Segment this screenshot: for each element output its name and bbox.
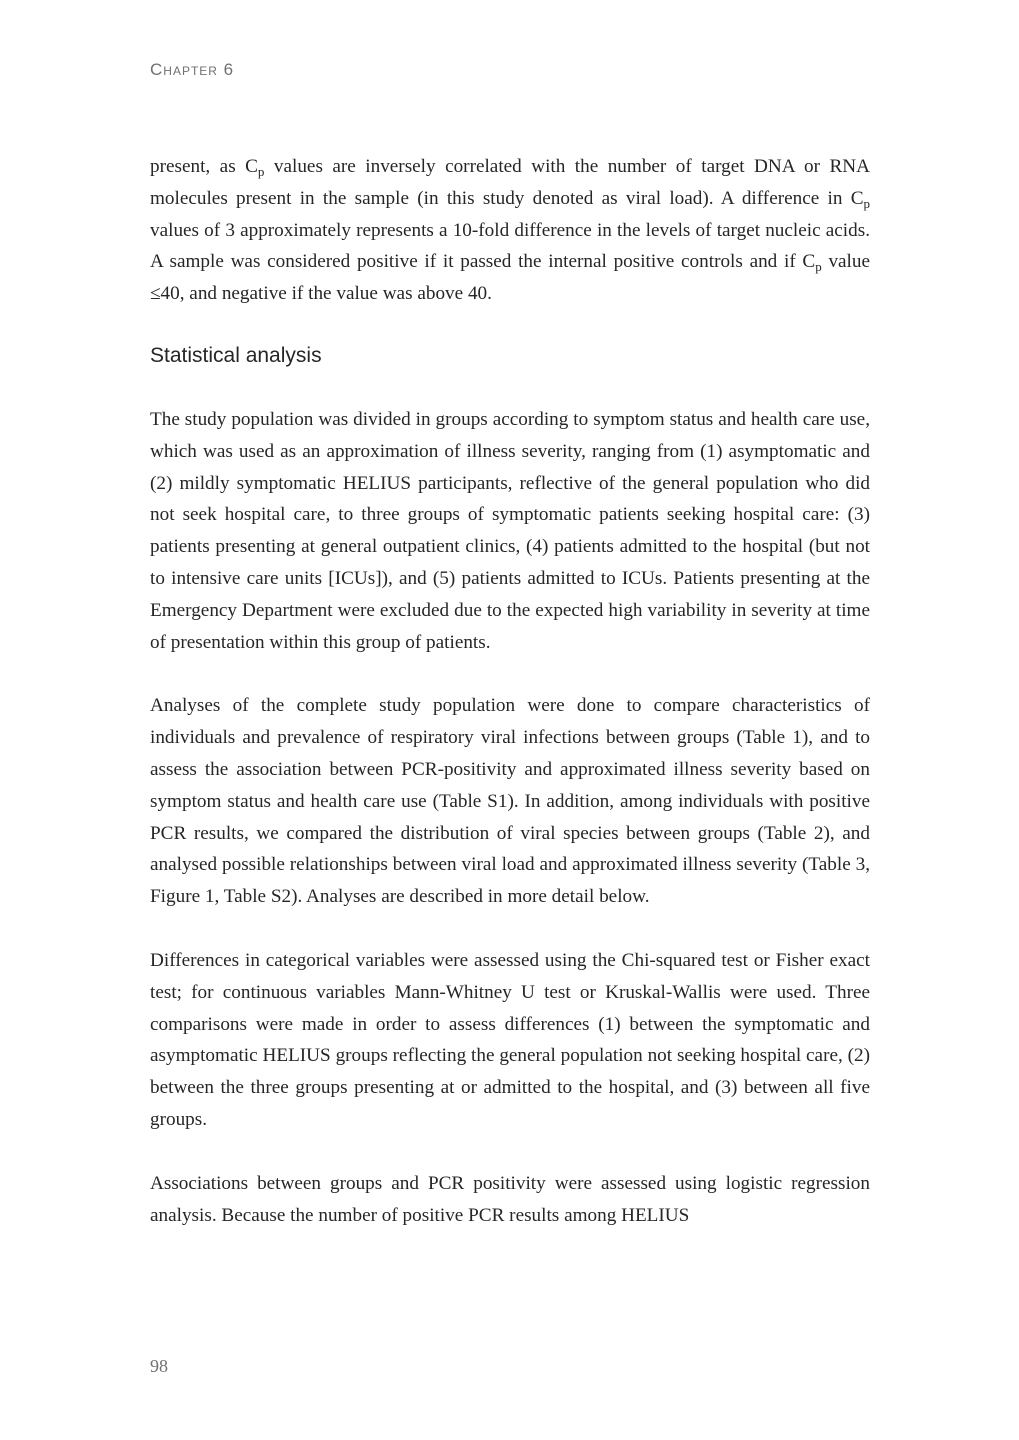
page-number: 98: [150, 1356, 168, 1376]
cp-subscript: p: [257, 164, 265, 179]
page-body: [150, 151, 870, 1231]
intro-text-2: values are inversely correlated with the number of target DNA or RNA molecules present in the sample (in this study denoted as viral load). A difference in C: [150, 156, 870, 209]
body-paragraph: Analyses of the complete study population were done to compare characteristics of individuals and prevalence of respiratory viral infections between groups (Table 1), and to assess the association between PCR-positivity and approximated illness severity based on symptom status and health care use (Table S1). In addition, among individuals with positive PCR results, we compared the distribution of viral species between groups (Table 2), and analysed possible relationships between viral load and approximated illness severity (Table 3, Figure 1, Table S2). Analyses are described in more detail below.: [150, 695, 870, 908]
chapter-header: Chapter 6: [150, 60, 235, 79]
body-paragraph: Differences in categorical variables were assessed using the Chi-squared test or Fisher exact test; for continuous variables Mann-Whitney U test or Kruskal-Wallis were used. Three comparisons were made in order to assess differences (1) between the symptomatic and asymptomatic HELIUS groups reflecting the general population not seeking hospital care, (2) between the three groups presenting at or admitted to the hospital, and (3) between all five groups.: [150, 949, 870, 1130]
intro-text-1: present, as C: [150, 156, 258, 177]
intro-text-3: values of 3 approximately represents a 10-fold difference in the levels of target nucleic acids. A sample was considered positive if it passed the internal positive controls and if C: [150, 219, 870, 273]
body-paragraph: Associations between groups and PCR positivity were assessed using logistic regression analysis. Because the number of positive PCR results among HELIUS: [150, 1172, 870, 1226]
intro-text-4: value ≤40, and negative if the value was above 40.: [150, 251, 870, 305]
section-heading: Statistical analysis: [150, 343, 322, 367]
body-paragraph: The study population was divided in groups according to symptom status and health care use, which was used as an approximation of illness severity, ranging from (1) asymptomatic and (2) mildly symptomatic HELIUS participants, reflective of the general population who did not seek hospital care, to three groups of symptomatic patients seeking hospital care: (3) patients presenting at general outpatient clinics, (4) patients admitted to the hospital (but not to intensive care units [ICUs]), and (5) patients admitted to ICUs. Patients presenting at the Emergency Department were excluded due to the expected high variability in severity at time of presentation within this group of patients.: [150, 408, 870, 653]
cp-subscript: p: [863, 195, 870, 211]
cp-subscript: p: [815, 259, 822, 275]
intro-paragraph: [150, 151, 870, 310]
